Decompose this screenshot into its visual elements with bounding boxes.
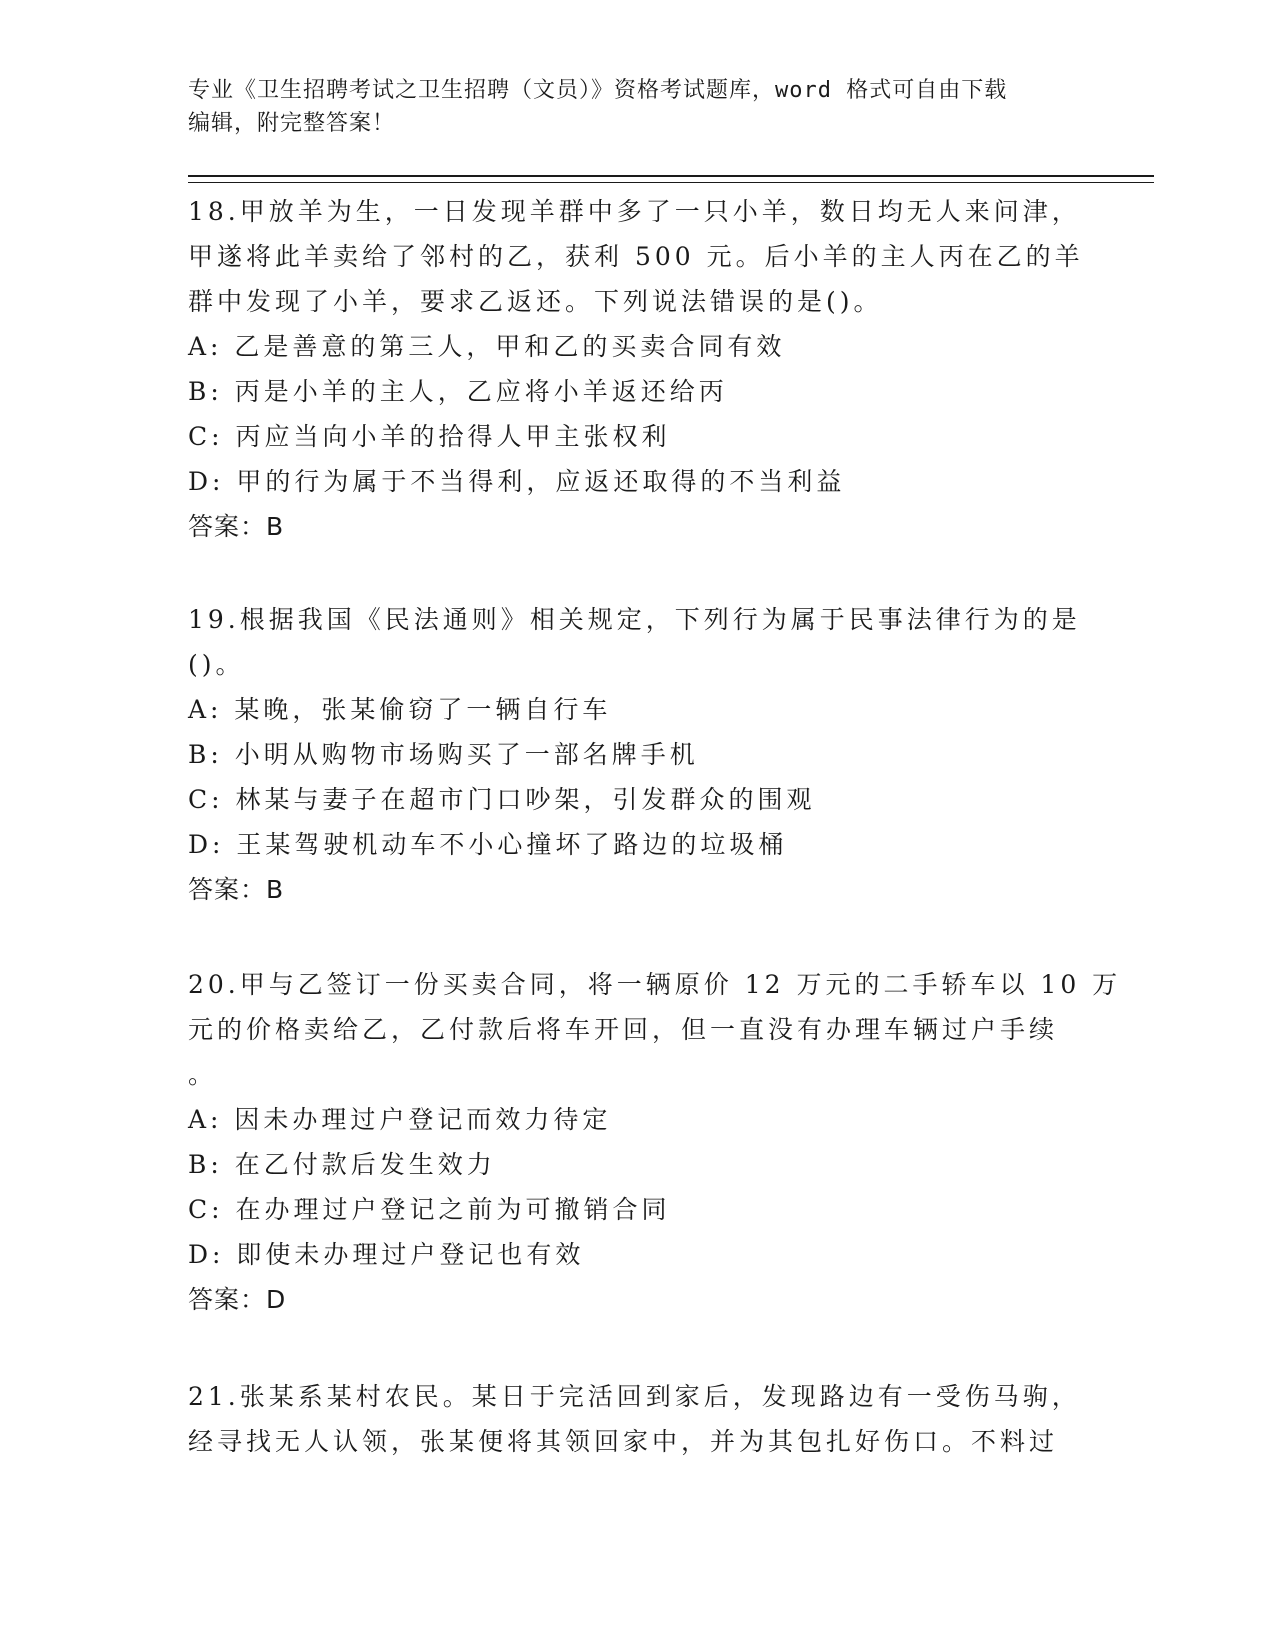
option-d: D: 即使未办理过户登记也有效 [188,1240,585,1269]
option-d: D: 王某驾驶机动车不小心撞坏了路边的垃圾桶 [188,830,788,859]
option-a: A: 乙是善意的第三人，甲和乙的买卖合同有效 [188,332,786,361]
question-stem-line: ()。 [188,650,245,679]
option-a: A: 因未办理过户登记而效力待定 [188,1105,612,1134]
header-divider-thin [188,182,1154,183]
document-page [188,0,1148,1650]
question-stem-line: 18.甲放羊为生，一日发现羊群中多了一只小羊，数日均无人来问津， [188,197,1081,226]
option-c: C: 林某与妻子在超市门口吵架，引发群众的围观 [188,785,816,814]
option-a: A: 某晚，张某偷窃了一辆自行车 [188,695,612,724]
question-stem-line: 21.张某系某村农民。某日于完活回到家后，发现路边有一受伤马驹， [188,1382,1081,1411]
document-header [188,74,1088,140]
option-b: B: 小明从购物市场购买了一部名牌手机 [188,740,699,769]
question-21 [188,1374,1088,1464]
option-c: C: 在办理过户登记之前为可撤销合同 [188,1195,671,1224]
option-d: D: 甲的行为属于不当得利，应返还取得的不当利益 [188,467,846,496]
question-19 [188,597,1088,912]
question-stem-line: 20.甲与乙签订一份买卖合同，将一辆原价 12 万元的二手轿车以 10 万 [188,970,1122,999]
header-line-1: 专业《卫生招聘考试之卫生招聘（文员）》资格考试题库，word 格式可自由下载 [188,78,1008,103]
option-b: B: 丙是小羊的主人，乙应将小羊返还给丙 [188,377,728,406]
question-stem-line: 19.根据我国《民法通则》相关规定，下列行为属于民事法律行为的是 [188,605,1081,634]
question-stem-line: 经寻找无人认领，张某便将其领回家中，并为其包扎好伤口。不料过 [188,1427,1059,1456]
answer-label: 答案：D [188,1285,287,1314]
question-18 [188,189,1088,549]
question-20 [188,962,1122,1322]
question-stem-line: 元的价格卖给乙，乙付款后将车开回，但一直没有办理车辆过户手续 [188,1015,1059,1044]
answer-label: 答案：B [188,512,285,541]
answer-label: 答案：B [188,875,285,904]
option-c: C: 丙应当向小羊的拾得人甲主张权利 [188,422,671,451]
question-stem-line: 。 [188,1060,218,1089]
question-stem-line: 群中发现了小羊，要求乙返还。下列说法错误的是()。 [188,287,883,316]
option-b: B: 在乙付款后发生效力 [188,1150,496,1179]
question-stem-line: 甲遂将此羊卖给了邻村的乙，获利 500 元。后小羊的主人丙在乙的羊 [188,242,1084,271]
header-divider-thick [188,175,1154,177]
header-line-2: 编辑，附完整答案！ [188,111,396,136]
